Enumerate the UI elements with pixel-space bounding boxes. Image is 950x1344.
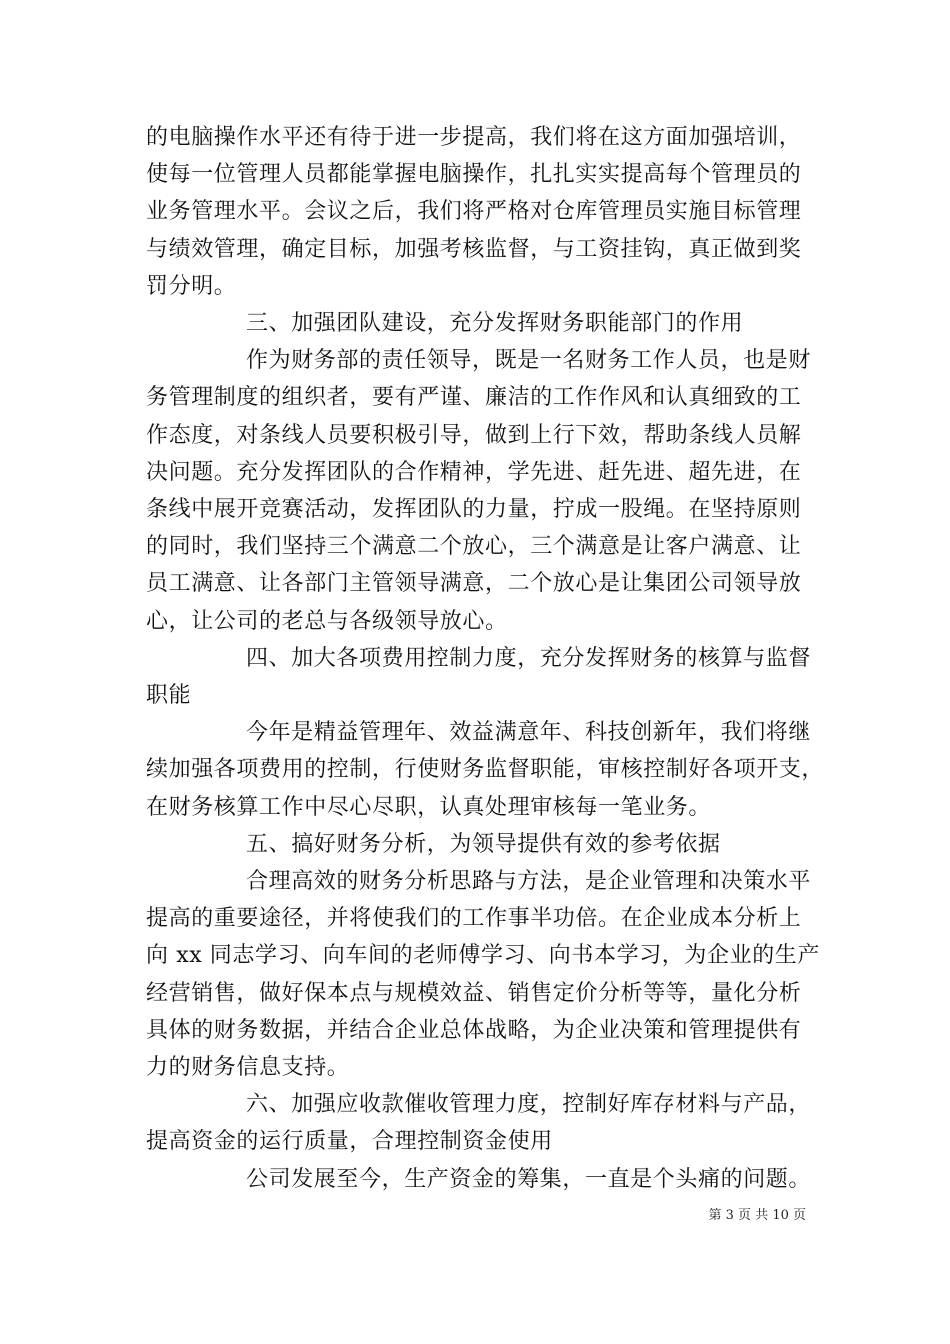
text-line: 的电脑操作水平还有待于进一步提高，我们将在这方面加强培训， <box>146 125 802 150</box>
text-line: 作为财务部的责任领导，既是一名财务工作人员，也是财 <box>246 348 812 374</box>
paragraph-funding <box>146 1161 812 1198</box>
heading-line: 五、搞好财务分析，为领导提供有效的参考依据 <box>246 831 721 857</box>
text-line: 的同时，我们坚持三个满意二个放心，三个满意是让客户满意、让 <box>146 534 802 560</box>
text-line: 续加强各项费用的控制，行使财务监督职能，审核控制好各项开支， <box>146 757 825 783</box>
heading-line: 提高资金的运行质量，合理控制资金使用 <box>146 1129 553 1155</box>
heading-line: 六、加强应收款催收管理力度，控制好库存材料与产品， <box>246 1092 812 1118</box>
text-line: 向 xx 同志学习、向车间的老师傅学习、向书本学习，为企业的生产 <box>146 943 821 969</box>
text-line: 决问题。充分发挥团队的合作精神，学先进、赶先进、超先进，在 <box>146 459 802 485</box>
paragraph-continuation <box>146 119 806 305</box>
text-line: 务管理制度的组织者，要有严谨、廉洁的工作作风和认真细致的工 <box>146 385 802 411</box>
section-heading-3 <box>146 305 806 342</box>
section-heading-6 <box>146 1086 812 1160</box>
text-line: 作态度，对条线人员要积极引导，做到上行下效，帮助条线人员解 <box>146 422 802 448</box>
section-heading-4 <box>146 640 812 714</box>
text-line: 公司发展至今，生产资金的筹集，一直是个头痛的问题。 <box>246 1166 812 1192</box>
text-line: 经营销售，做好保本点与规模效益、销售定价分析等等，量化分析 <box>146 980 802 1006</box>
paragraph-cost-control <box>146 714 825 826</box>
heading-line: 职能 <box>146 683 192 709</box>
text-line: 条线中展开竞赛活动，发挥团队的力量，拧成一股绳。在坚持原则 <box>146 497 802 523</box>
text-line: 力的财务信息支持。 <box>146 1055 350 1081</box>
text-line: 提高的重要途径，并将使我们的工作事半功倍。在企业成本分析上 <box>146 906 802 932</box>
text-line: 在财务核算工作中尽心尽职，认真处理审核每一笔业务。 <box>146 794 712 820</box>
text-line: 心，让公司的老总与各级领导放心。 <box>146 608 508 634</box>
section-heading-5 <box>146 826 806 863</box>
text-line: 罚分明。 <box>146 273 237 299</box>
text-line: 具体的财务数据，并结合企业总体战略，为企业决策和管理提供有 <box>146 1017 802 1043</box>
paragraph-financial-analysis <box>146 863 821 1086</box>
text-line: 员工满意、让各部门主管领导满意，二个放心是让集团公司领导放 <box>146 571 802 597</box>
heading-line: 四、加大各项费用控制力度，充分发挥财务的核算与监督 <box>246 645 812 671</box>
text-line: 与绩效管理，确定目标，加强考核监督，与工资挂钩，真正做到奖 <box>146 236 802 262</box>
text-line: 今年是精益管理年、效益满意年、科技创新年，我们将继 <box>246 720 812 746</box>
page-number: 第 3 页 共 10 页 <box>708 1208 806 1223</box>
text-line: 使每一位管理人员都能掌握电脑操作，扎扎实实提高每个管理员的 <box>146 162 802 188</box>
text-line: 业务管理水平。会议之后，我们将严格对仓库管理员实施目标管理 <box>146 199 802 225</box>
text-line: 合理高效的财务分析思路与方法，是企业管理和决策水平 <box>246 869 812 895</box>
paragraph-team-building <box>146 342 812 640</box>
heading-line: 三、加强团队建设，充分发挥财务职能部门的作用 <box>246 311 744 337</box>
body-text <box>146 119 825 1198</box>
